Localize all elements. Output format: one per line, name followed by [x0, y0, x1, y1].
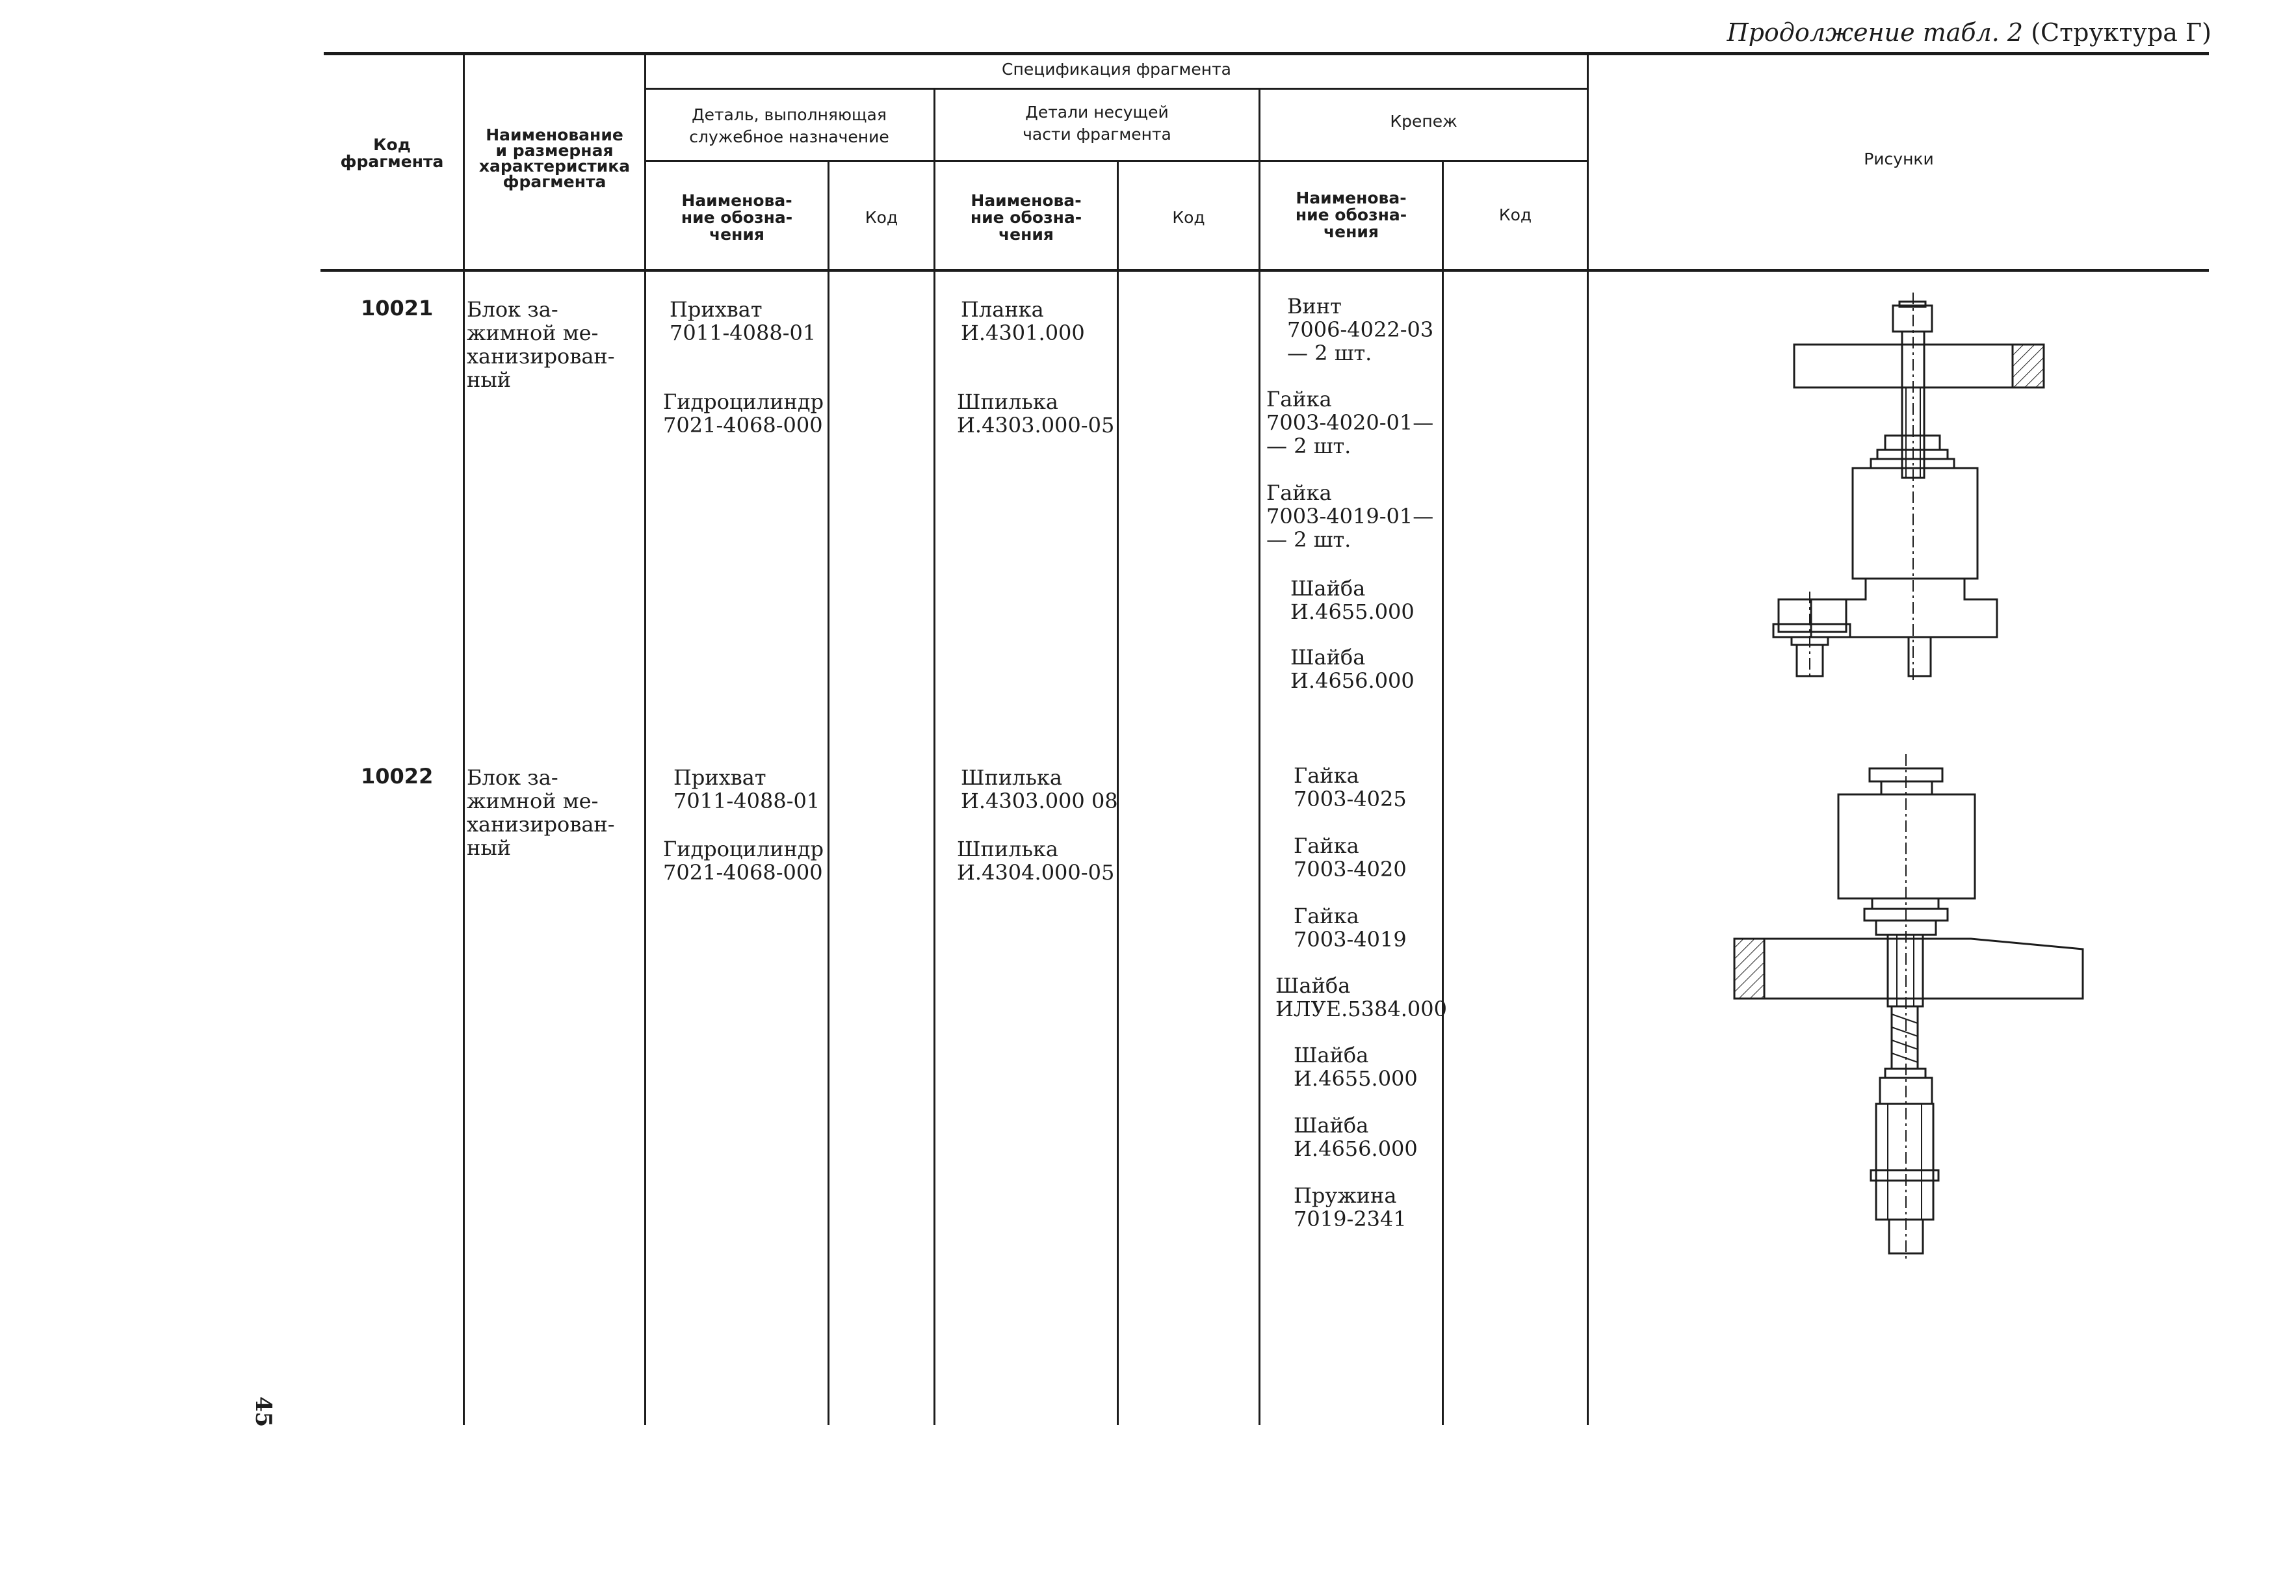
row1-service-2: Гидроцилиндр 7021-4068-000 [663, 389, 824, 438]
row2-fastener-2: Гайка 7003-4020 [1294, 833, 1407, 882]
header-code: Код фрагмента [340, 135, 444, 171]
row2-carrier-2: Шпилька И.4304.000-05 [957, 837, 1115, 885]
header-pictures: Рисунки [1864, 150, 1934, 168]
header-service-group: Деталь, выполняющая служебное назначение [689, 105, 889, 146]
header-bottom-rule [320, 269, 2209, 272]
drawing-10021 [1755, 293, 2067, 696]
header-fastener-group: Крепеж [1390, 112, 1457, 131]
row2-code: 10022 [361, 764, 434, 789]
v-rule-7 [1442, 162, 1444, 1425]
v-rule-8 [1587, 53, 1589, 1425]
header-carrier-group: Детали несущей части фрагмента [1023, 103, 1171, 144]
subheader-fastener-name: Наименова- ние обозна- чения [1295, 189, 1407, 241]
row1-carrier-2: Шпилька И.4303.000-05 [957, 389, 1115, 438]
subheader-service-name: Наименова- ние обозна- чения [681, 191, 793, 244]
row1-fastener-5: Шайба И.4656.000 [1290, 645, 1415, 693]
subheader-carrier-code: Код [1172, 208, 1205, 227]
top-rule [324, 52, 2209, 55]
header-name: Наименование и размерная характеристика фрагмента [478, 125, 631, 191]
row2-fastener-7: Пружина 7019-2341 [1294, 1183, 1407, 1231]
header-spec: Спецификация фрагмента [1002, 60, 1231, 79]
subheader-fastener-code: Код [1498, 205, 1532, 224]
row2-fastener-1: Гайка 7003-4025 [1294, 763, 1407, 811]
row2-fastener-6: Шайба И.4656.000 [1294, 1113, 1418, 1161]
row1-carrier-1: Планка И.4301.000 [961, 297, 1085, 345]
row2-name: Блок за- жимной ме- ханизирован- ный [467, 765, 615, 860]
row2-fastener-4: Шайба ИЛУЕ.5384.000 [1275, 973, 1447, 1021]
caption-structure: (Структура Г) [2031, 18, 2211, 47]
row2-carrier-1: Шпилька И.4303.000 08 [961, 765, 1118, 813]
subheader-service-code: Код [865, 208, 898, 227]
drawing-10022 [1729, 754, 2093, 1261]
row1-fastener-3: Гайка 7003-4019-01— — 2 шт. [1266, 480, 1434, 552]
row1-code: 10021 [361, 296, 434, 321]
v-rule-6 [1259, 89, 1260, 1425]
row1-fastener-4: Шайба И.4655.000 [1290, 576, 1415, 624]
row2-service-2: Гидроцилиндр 7021-4068-000 [663, 837, 824, 885]
v-rule-4 [933, 89, 935, 1425]
row1-fastener-1: Винт 7006-4022-03 — 2 шт. [1287, 294, 1434, 365]
v-rule-3 [828, 162, 829, 1425]
page-number: 45 [250, 1396, 276, 1428]
row2-fastener-3: Гайка 7003-4019 [1294, 904, 1407, 952]
subheader-carrier-name: Наименова- ние обозна- чения [970, 191, 1082, 244]
table-caption [1727, 18, 2211, 47]
caption-title: Продолжение табл. 2 [1727, 18, 2024, 47]
v-rule-1 [463, 53, 465, 1425]
row1-name: Блок за- жимной ме- ханизирован- ный [467, 297, 615, 392]
row1-service-1: Прихват 7011-4088-01 [670, 297, 816, 345]
row2-service-1: Прихват 7011-4088-01 [673, 765, 820, 813]
v-rule-2 [644, 53, 646, 1425]
row1-fastener-2: Гайка 7003-4020-01— — 2 шт. [1266, 387, 1434, 458]
row2-fastener-5: Шайба И.4655.000 [1294, 1043, 1418, 1091]
spec-rule [646, 88, 1588, 90]
